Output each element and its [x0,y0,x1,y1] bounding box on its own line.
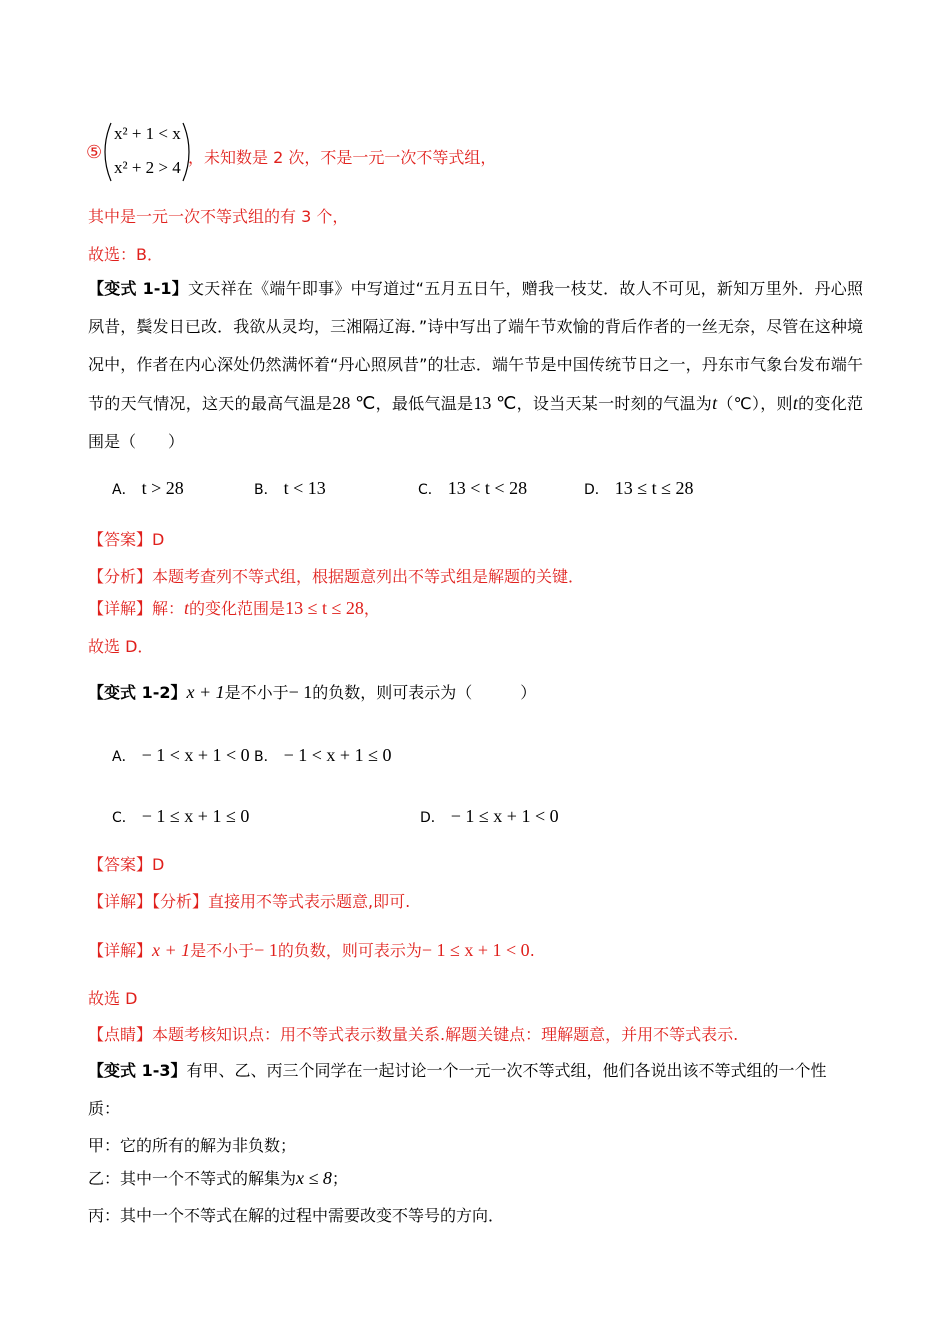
v13-question: 【变式 1-3】有甲、乙、丙三个同学在一起讨论一个一元一次不等式组，他们各说出该不等式组的一个性 [88,1061,827,1080]
v12-option-a[interactable]: A． − 1 < x + 1 < 0 [112,745,250,765]
system-line-2: x² + 2 > 4 [114,158,181,177]
v11-tag: 【变式 1-1】 [88,279,189,298]
v12-tag: 【变式 1-2】 [88,683,187,702]
v11-hi: 28 ℃ [332,393,376,413]
v11-conclusion: 故选 D． [88,637,154,656]
v12-detail-1: 【详解】【分析】直接用不等式表示题意,即可. [88,892,411,911]
system-line-1: x² + 1 < x [114,124,181,143]
v11-mid: ，最低气温是 [375,394,474,413]
v12-option-c[interactable]: C． − 1 ≤ x + 1 ≤ 0 [112,806,250,826]
v12-option-d[interactable]: D． − 1 ≤ x + 1 < 0 [420,806,559,826]
v13-yi: 乙：其中一个不等式的解集为x ≤ 8； [88,1168,348,1188]
v11-var2: t [792,393,798,413]
v12-question: 【变式 1-2】x + 1是不小于− 1的负数，则可表示为（ ） [88,682,537,702]
v12-conclusion: 故选 D [88,989,138,1008]
v11-ask-pre: ，则 [760,394,793,413]
summary-line: 其中是一元一次不等式组的有 3 个， [88,207,349,226]
v11-option-b[interactable]: B． t < 13 [254,478,326,498]
v12-detail-2: 【详解】x + 1是不小于− 1的负数，则可表示为− 1 ≤ x + 1 < 0. [88,940,535,960]
v11-answer: 【答案】D [88,530,165,549]
v12-point: 【点睛】本题考核知识点：用不等式表示数量关系.解题关键点：理解题意，并用不等式表示. [88,1025,739,1044]
v13-question-wrap: 质： [88,1099,121,1118]
item5-marker: ⑤ [86,142,103,163]
v11-detail: 【详解】解：t的变化范围是13 ≤ t ≤ 28， [88,598,380,618]
v11-lo: 13 ℃ [473,393,517,413]
v12-option-b[interactable]: B． − 1 < x + 1 ≤ 0 [254,745,392,765]
v11-option-d[interactable]: D． 13 ≤ t ≤ 28 [584,478,694,498]
v13-bing: 丙：其中一个不等式在解的过程中需要改变不等号的方向． [88,1206,505,1225]
v11-text: 文天祥在《端午即事》中写道过“五月五日午，赠我一枝艾．故人不可见，新知万里外．丹心照夙昔，鬓发日已改．我欲从灵均，三湘隔辽海．”诗中写出了端午节欢愉的背后作者的一丝无奈，尽管在这种境况中，作者在内心深处仍然满怀着“丹心照夙昔”的壮志．端午节是中国传统节日之一，丹东市气象台发布端午节的天气情况，这天的最高气温是 [88,279,863,413]
v11-ask-post: 的变化范围是（ ） [88,394,863,451]
v11-question [88,270,863,461]
left-paren-brace [104,122,112,182]
v11-tail: ，设当天某一时刻的气温为 [516,394,713,413]
v13-jia: 甲：它的所有的解为非负数； [88,1136,297,1155]
choose-b: 故选：B． [88,245,163,264]
v12-answer: 【答案】D [88,855,165,874]
item5-comment: ，未知数是 2 次，不是一元一次不等式组， [188,148,497,167]
v11-analysis: 【分析】本题考查列不等式组，根据题意列出不等式组是解题的关键． [88,567,585,586]
inequality-system [104,118,194,186]
v11-unit: （℃） [717,394,761,413]
v11-var: t [712,393,718,413]
v11-option-a[interactable]: A． t > 28 [112,478,184,498]
v11-option-c[interactable]: C． 13 < t < 28 [418,478,528,498]
